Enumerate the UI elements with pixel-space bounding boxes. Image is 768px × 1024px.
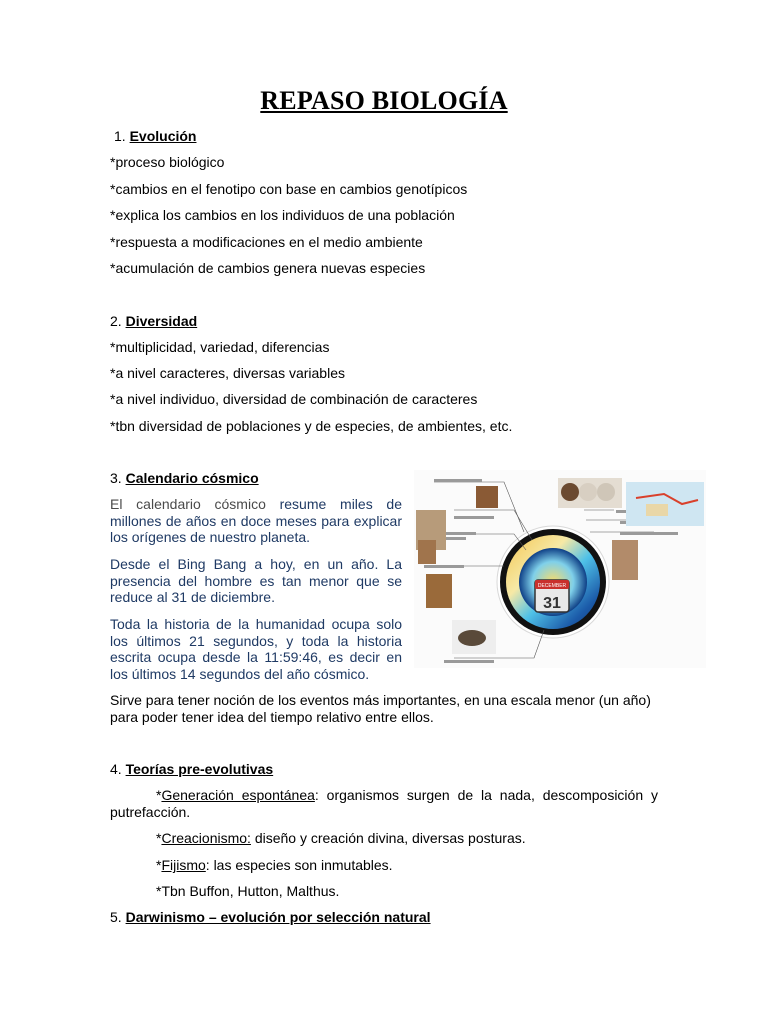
list-item: *acumulación de cambios genera nuevas especies: [110, 260, 426, 276]
list-item: *respuesta a modificaciones en el medio ambiente: [110, 234, 423, 250]
paragraph-calendario-1: [110, 496, 402, 546]
section-title: Teorías pre-evolutivas: [125, 761, 274, 777]
ape-ancestor-photo: [426, 574, 452, 608]
calendar-month: DECEMBER: [537, 583, 567, 589]
definition: Tbn Buffon, Hutton, Malthus.: [161, 883, 340, 899]
list-item-otros: *Tbn Buffon, Hutton, Malthus.: [156, 883, 340, 899]
section-heading-evolucion: [114, 128, 196, 145]
definition: : las especies son inmutables.: [205, 857, 393, 873]
section-heading-diversidad: [110, 313, 197, 330]
section-title: Diversidad: [125, 313, 198, 329]
section-title: Darwinismo – evolución por selección natural: [125, 909, 431, 925]
term: Generación espontánea: [161, 787, 315, 803]
list-item-generacion: *Generación espontánea: organismos surgen de la nada, descomposición y putrefacción.: [110, 787, 658, 820]
paragraph-calendario-4: Sirve para tener noción de los eventos más importantes, en una escala menor (un año) para poder tener idea del tiempo relativo entre ellos.: [110, 692, 651, 725]
cave-painting-photo: [612, 540, 638, 580]
section-title: Calendario cósmico: [125, 470, 259, 486]
definition: diseño y creación divina, diversas posturas.: [250, 830, 526, 846]
document-title: REPASO BIOLOGÍA: [260, 86, 508, 115]
paragraph-calendario-3: Toda la historia de la humanidad ocupa solo los últimos 21 segundos, y toda la historia escrita ocupa desde la 11:59:46, es decir en los últimos 14 segundos del año cósmico.: [110, 616, 402, 682]
section-number: 4.: [110, 761, 122, 777]
list-item: *a nivel caracteres, diversas variables: [110, 365, 345, 381]
section-heading-calendario: [110, 470, 259, 487]
list-item: *a nivel individuo, diversidad de combinación de caracteres: [110, 391, 478, 407]
list-item: *cambios en el fenotipo con base en cambios genotípicos: [110, 181, 468, 197]
term: Fijismo: [161, 857, 206, 873]
list-item-fijismo: *Fijismo: las especies son inmutables.: [156, 857, 393, 873]
section-number: 5.: [110, 909, 122, 925]
section-number: 1.: [114, 128, 126, 144]
paragraph-rest: resume miles de millones de años en doce meses para explicar los orígenes de nuestro planeta.: [110, 496, 403, 545]
section-number: 3.: [110, 470, 122, 486]
paragraph-calendario-2: Desde el Bing Bang a hoy, en un año. La presencia del hombre es tan menor que se reduce al 31 de diciembre.: [110, 556, 402, 605]
section-title: Evolución: [129, 128, 197, 144]
early-human-photo: [476, 486, 498, 508]
hominid-walking-photo: [418, 540, 436, 564]
list-item: *multiplicidad, variedad, diferencias: [110, 339, 330, 355]
definition: : organismos surgen de la nada, descomposición y putrefacción.: [110, 787, 658, 820]
section-heading-darwinismo: [110, 909, 431, 926]
list-item: *proceso biológico: [110, 154, 225, 170]
paragraph-lead: El calendario cósmico: [110, 496, 266, 512]
term: Creacionismo:: [161, 830, 251, 846]
list-item-creacionismo: *Creacionismo: diseño y creación divina, diversas posturas.: [156, 830, 526, 846]
calendar-day: 31: [543, 595, 561, 612]
list-item: *explica los cambios en los individuos de una población: [110, 207, 455, 223]
cosmic-calendar-figure: [414, 470, 706, 668]
list-item: *tbn diversidad de poblaciones y de especies, de ambientes, etc.: [110, 418, 513, 434]
section-heading-teorias: [110, 761, 273, 778]
cosmic-calendar-illustration: [414, 470, 706, 668]
section-number: 2.: [110, 313, 122, 329]
calendar-icon: [535, 580, 569, 612]
